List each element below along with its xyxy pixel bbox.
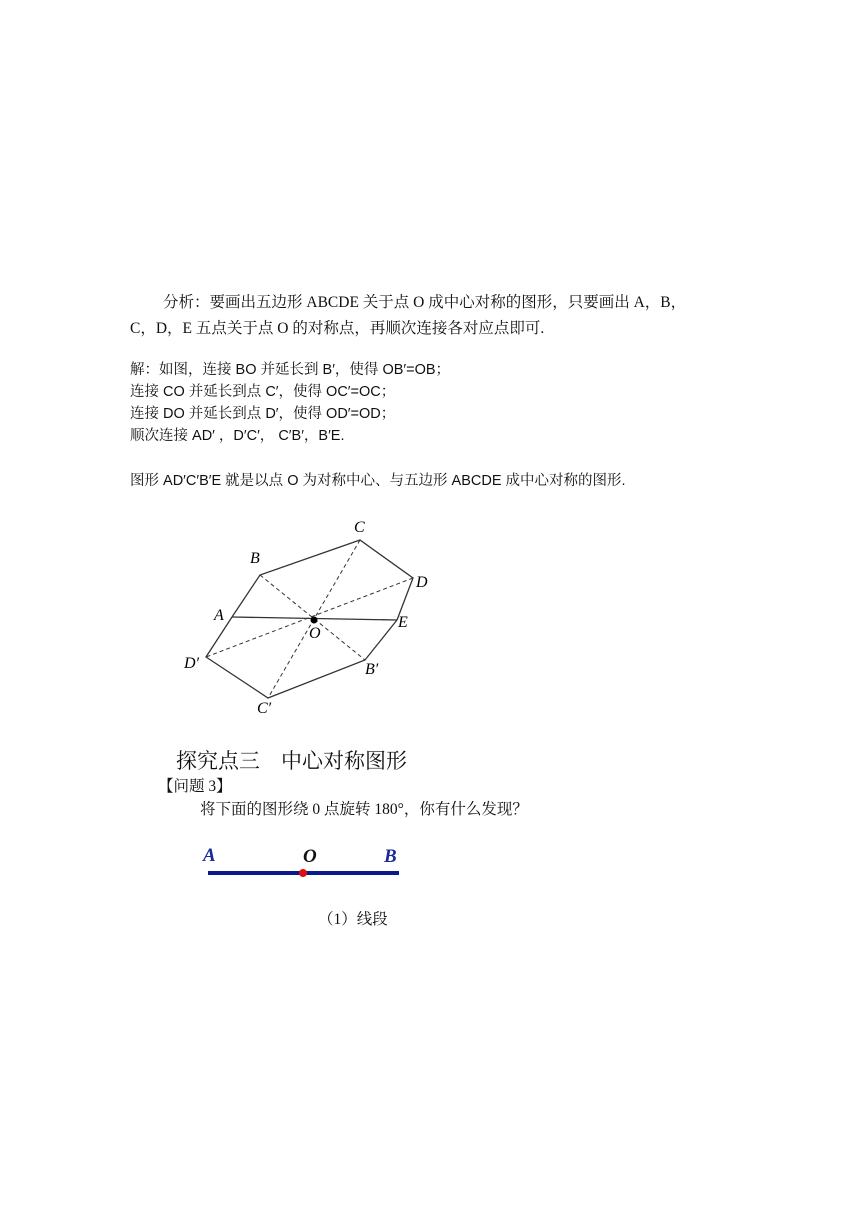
solution-line-4: 顺次连接 AD′ ，D′C′， C′B′，B′E.	[130, 428, 345, 444]
analysis-line-1: 分析：要画出五边形 ABCDE 关于点 O 成中心对称的图形，只要画出 A，B，	[163, 294, 687, 311]
solution-line-2: 连接 CO 并延长到点 C′，使得 OC′=OC；	[130, 384, 396, 400]
image-pentagon	[206, 617, 397, 698]
conclusion-text: 图形 AD′C′B′E 就是以点 O 为对称中心、与五边形 ABCDE 成中心对称的图形.	[130, 473, 626, 489]
center-point-o	[311, 617, 318, 624]
label-d: D	[416, 574, 428, 591]
segment-label-o: O	[303, 846, 317, 867]
segment-label-a: A	[203, 845, 216, 866]
label-c: C	[354, 519, 365, 536]
label-b-prime: B′	[365, 661, 379, 678]
label-e: E	[398, 614, 408, 631]
solution-line-1: 解：如图，连接 BO 并延长到 B′，使得 OB′=OB；	[130, 362, 451, 378]
segment-label-b: B	[384, 846, 397, 867]
midpoint-o	[299, 869, 307, 877]
symmetry-figure	[175, 510, 445, 720]
label-b: B	[250, 550, 260, 567]
figure-caption: （1）线段	[318, 911, 388, 928]
label-a: A	[214, 607, 224, 624]
analysis-line-2: C，D，E 五点关于点 O 的对称点，再顺次连接各对应点即可.	[130, 320, 545, 337]
label-d-prime: D′	[184, 655, 200, 672]
solution-line-3: 连接 DO 并延长到点 D′，使得 OD′=OD；	[130, 406, 396, 422]
label-c-prime: C′	[257, 700, 272, 717]
question-label: 【问题 3】	[158, 778, 232, 795]
label-o: O	[309, 625, 321, 642]
segment-figure	[195, 838, 415, 888]
section-heading: 探究点三 中心对称图形	[176, 749, 407, 773]
question-text: 将下面的图形绕 0 点旋转 180°，你有什么发现？	[200, 801, 528, 818]
